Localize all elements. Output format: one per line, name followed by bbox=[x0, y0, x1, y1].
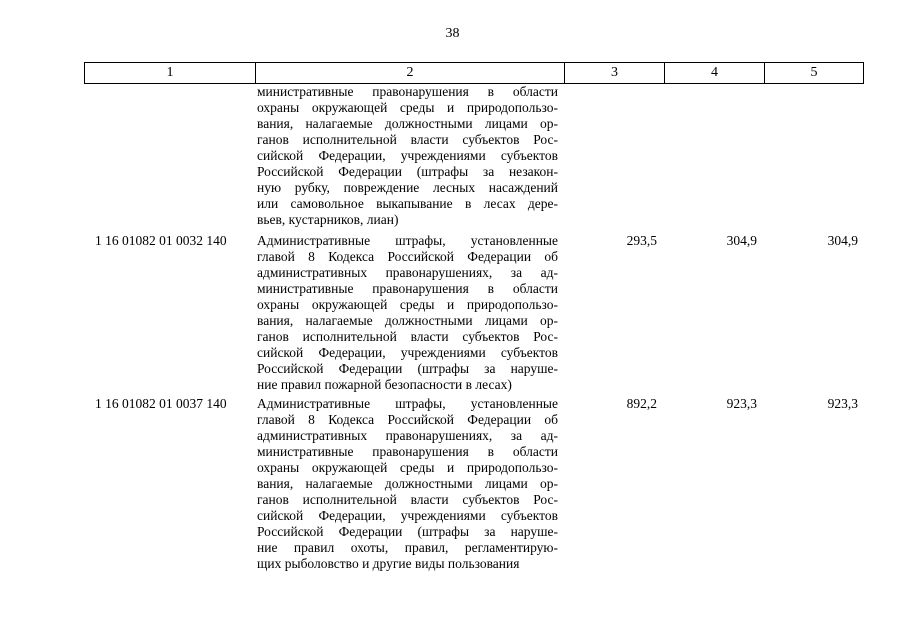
description-line: охраны окружающей среды и природопользо- bbox=[257, 100, 558, 115]
value-col-3: 892,2 bbox=[626, 396, 657, 411]
description-line: или самовольное выкапывание в лесах дере- bbox=[257, 196, 558, 211]
description-line: охраны окружающей среды и природопользо- bbox=[257, 460, 558, 475]
row-description bbox=[257, 396, 558, 572]
description-line: Российской Федерации (штрафы за наруше- bbox=[257, 524, 558, 539]
description-line: Российской Федерации (штрафы за наруше- bbox=[257, 361, 558, 376]
row-code: 1 16 01082 01 0032 140 bbox=[95, 233, 227, 248]
description-line: ганов исполнительной власти субъектов Рос- bbox=[257, 132, 558, 147]
column-header-3: 3 bbox=[565, 63, 665, 83]
description-line: вания, налагаемые должностными лицами ор- bbox=[257, 476, 558, 491]
column-header-4: 4 bbox=[665, 63, 765, 83]
value-col-5: 304,9 bbox=[827, 233, 858, 248]
value-col-3: 293,5 bbox=[626, 233, 657, 248]
table-header bbox=[84, 62, 864, 84]
column-header-5: 5 bbox=[810, 65, 818, 80]
description-line: сийской Федерации, учреждениями субъектов bbox=[257, 345, 558, 360]
description-line: Российской Федерации (штрафы за незакон- bbox=[257, 164, 558, 179]
description-line: ганов исполнительной власти субъектов Рос- bbox=[257, 492, 558, 507]
description-line: Административные штрафы, установленные bbox=[257, 233, 558, 248]
description-line: административных правонарушениях, за ад- bbox=[257, 428, 558, 443]
description-line: вания, налагаемые должностными лицами ор- bbox=[257, 116, 558, 131]
description-line: вания, налагаемые должностными лицами ор- bbox=[257, 313, 558, 328]
description-line: Административные штрафы, установленные bbox=[257, 396, 558, 411]
row-description bbox=[257, 233, 558, 393]
description-line: вьев, кустарников, лиан) bbox=[257, 212, 399, 227]
continuation-description bbox=[257, 84, 558, 228]
description-line: ние правил пожарной безопасности в лесах) bbox=[257, 377, 512, 392]
row-code: 1 16 01082 01 0037 140 bbox=[95, 396, 227, 411]
value-col-5: 923,3 bbox=[827, 396, 858, 411]
description-line: ганов исполнительной власти субъектов Рос- bbox=[257, 329, 558, 344]
page-number: 38 bbox=[445, 26, 460, 41]
description-line: административных правонарушениях, за ад- bbox=[257, 265, 558, 280]
description-line: щих рыболовство и другие виды пользования bbox=[257, 556, 520, 571]
description-line: главой 8 Кодекса Российской Федерации об bbox=[257, 249, 558, 264]
description-line: министративные правонарушения в области bbox=[257, 84, 558, 99]
description-line: сийской Федерации, учреждениями субъектов bbox=[257, 508, 558, 523]
description-line: ние правил охоты, правил, регламентирую- bbox=[257, 540, 558, 555]
value-col-4: 304,9 bbox=[726, 233, 757, 248]
description-line: охраны окружающей среды и природопользо- bbox=[257, 297, 558, 312]
value-col-4: 923,3 bbox=[726, 396, 757, 411]
column-header-2: 2 bbox=[256, 63, 565, 83]
description-line: ную рубку, повреждение лесных насаждений bbox=[257, 180, 558, 195]
description-line: главой 8 Кодекса Российской Федерации об bbox=[257, 412, 558, 427]
description-line: сийской Федерации, учреждениями субъектов bbox=[257, 148, 558, 163]
column-header-1: 1 bbox=[85, 63, 256, 83]
description-line: министративные правонарушения в области bbox=[257, 281, 558, 296]
description-line: министративные правонарушения в области bbox=[257, 444, 558, 459]
